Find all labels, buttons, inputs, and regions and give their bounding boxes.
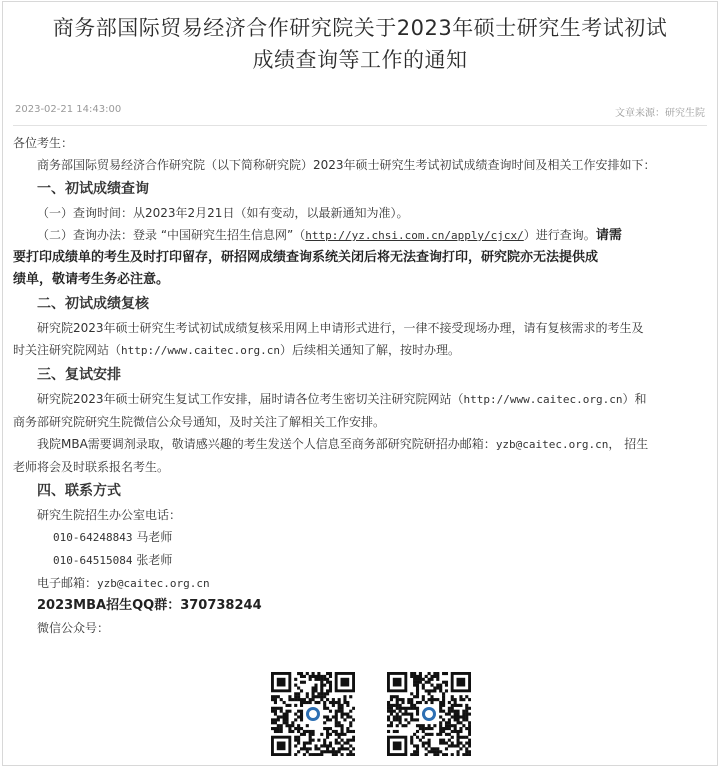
- qr-code-right: [387, 672, 471, 756]
- phone-1-number: 010-64248843: [53, 531, 133, 544]
- mba-line-2: 老师将会及时联系报名考生。: [13, 460, 170, 474]
- phone-2: [13, 549, 705, 572]
- qq-line: [13, 595, 705, 617]
- mba-line-1: [13, 433, 705, 456]
- section-4-heading: 四、联系方式: [37, 483, 121, 499]
- chsi-link[interactable]: http://yz.chsi.com.cn/apply/cjcx/: [305, 229, 524, 242]
- mba-text-a: 我院MBA需要调剂录取，敬请感兴趣的考生发送个人信息至商务部研究院研招办邮箱：: [37, 437, 496, 451]
- qq-label: 2023MBA招生QQ群：: [37, 598, 181, 613]
- review-line-2: [13, 339, 705, 362]
- qr-code-group: [271, 672, 471, 758]
- caitec-url-2[interactable]: http://www.caitec.org.cn: [463, 393, 623, 406]
- important-notice-c: 绩单，敬请考生务必注意。: [13, 272, 170, 287]
- phone-1-name: 马老师: [136, 530, 173, 544]
- section-2-heading: 二、初试成绩复核: [37, 296, 149, 312]
- article-meta: [15, 104, 705, 120]
- divider: [13, 125, 707, 126]
- retest-line-1: [13, 388, 705, 411]
- query-time: （一）查询时间：从2023年2月21日（如有变动，以最新通知为准）。: [37, 206, 409, 220]
- mba-email[interactable]: yzb@caitec.org.cn: [495, 438, 609, 451]
- retest-line-2: 商务部研究院研究生院微信公众号通知，及时关注了解相关工作安排。: [13, 415, 386, 429]
- retest-text-b: ）和: [622, 392, 647, 406]
- query-method-suffix: ）进行查询。: [523, 228, 596, 242]
- qr-code-right-image: [387, 672, 471, 756]
- title-line-2: 成绩查询等工作的通知: [252, 48, 468, 72]
- intro-paragraph: 商务部国际贸易经济合作研究院（以下简称研究院）2023年硕士研究生考试初试成绩查询时间及相关工作安排如下：: [37, 158, 656, 172]
- greeting: 各位考生：: [13, 136, 74, 150]
- page-title: [3, 2, 717, 76]
- mba-text-b: ， 招生: [608, 437, 649, 451]
- review-line-1: 研究院2023年硕士研究生考试初试成绩复核采用网上申请形式进行，一律不接受现场办理，请有复核需求的考生及: [37, 321, 644, 335]
- section-1-heading: 一、初试成绩查询: [37, 181, 149, 197]
- qq-value: 370738244: [180, 598, 262, 613]
- notice-page: [2, 1, 718, 766]
- section-3-heading: 三、复试安排: [37, 367, 121, 383]
- phone-1: [13, 526, 705, 549]
- review-text-b: ）后续相关通知了解，按时办理。: [279, 343, 460, 357]
- article-body: [13, 132, 705, 639]
- phone-2-number: 010-64515084: [53, 554, 133, 567]
- article-source: 文章来源：研究生院: [615, 108, 705, 119]
- important-notice-b: 要打印成绩单的考生及时打印留存，研招网成绩查询系统关闭后将无法查询打印，研究院亦无法提供成: [13, 250, 599, 265]
- email-label: 电子邮箱：: [37, 576, 98, 590]
- title-line-1: 商务部国际贸易经济合作研究院关于2023年硕士研究生考试初试: [52, 16, 668, 40]
- caitec-url-1[interactable]: http://www.caitec.org.cn: [121, 344, 280, 357]
- qr-code-left-image: [271, 672, 355, 756]
- phone-2-name: 张老师: [136, 553, 173, 567]
- email-value[interactable]: yzb@caitec.org.cn: [97, 577, 210, 590]
- important-notice-a: 请需: [595, 228, 622, 243]
- query-method: [13, 224, 705, 247]
- office-phone-label: 研究生院招生办公室电话：: [37, 508, 182, 522]
- wechat-label: 微信公众号：: [37, 621, 110, 635]
- query-method-text: （二）查询办法：登录 “中国研究生招生信息网”（: [37, 228, 306, 242]
- publish-date: 2023-02-21 14:43:00: [15, 104, 122, 115]
- retest-text-a: 研究院2023年硕士研究生复试工作安排，届时请各位考生密切关注研究院网站（: [37, 392, 464, 406]
- qr-code-left: [271, 672, 355, 756]
- review-text-a: 时关注研究院网站（: [13, 343, 122, 357]
- email-line: [13, 572, 705, 595]
